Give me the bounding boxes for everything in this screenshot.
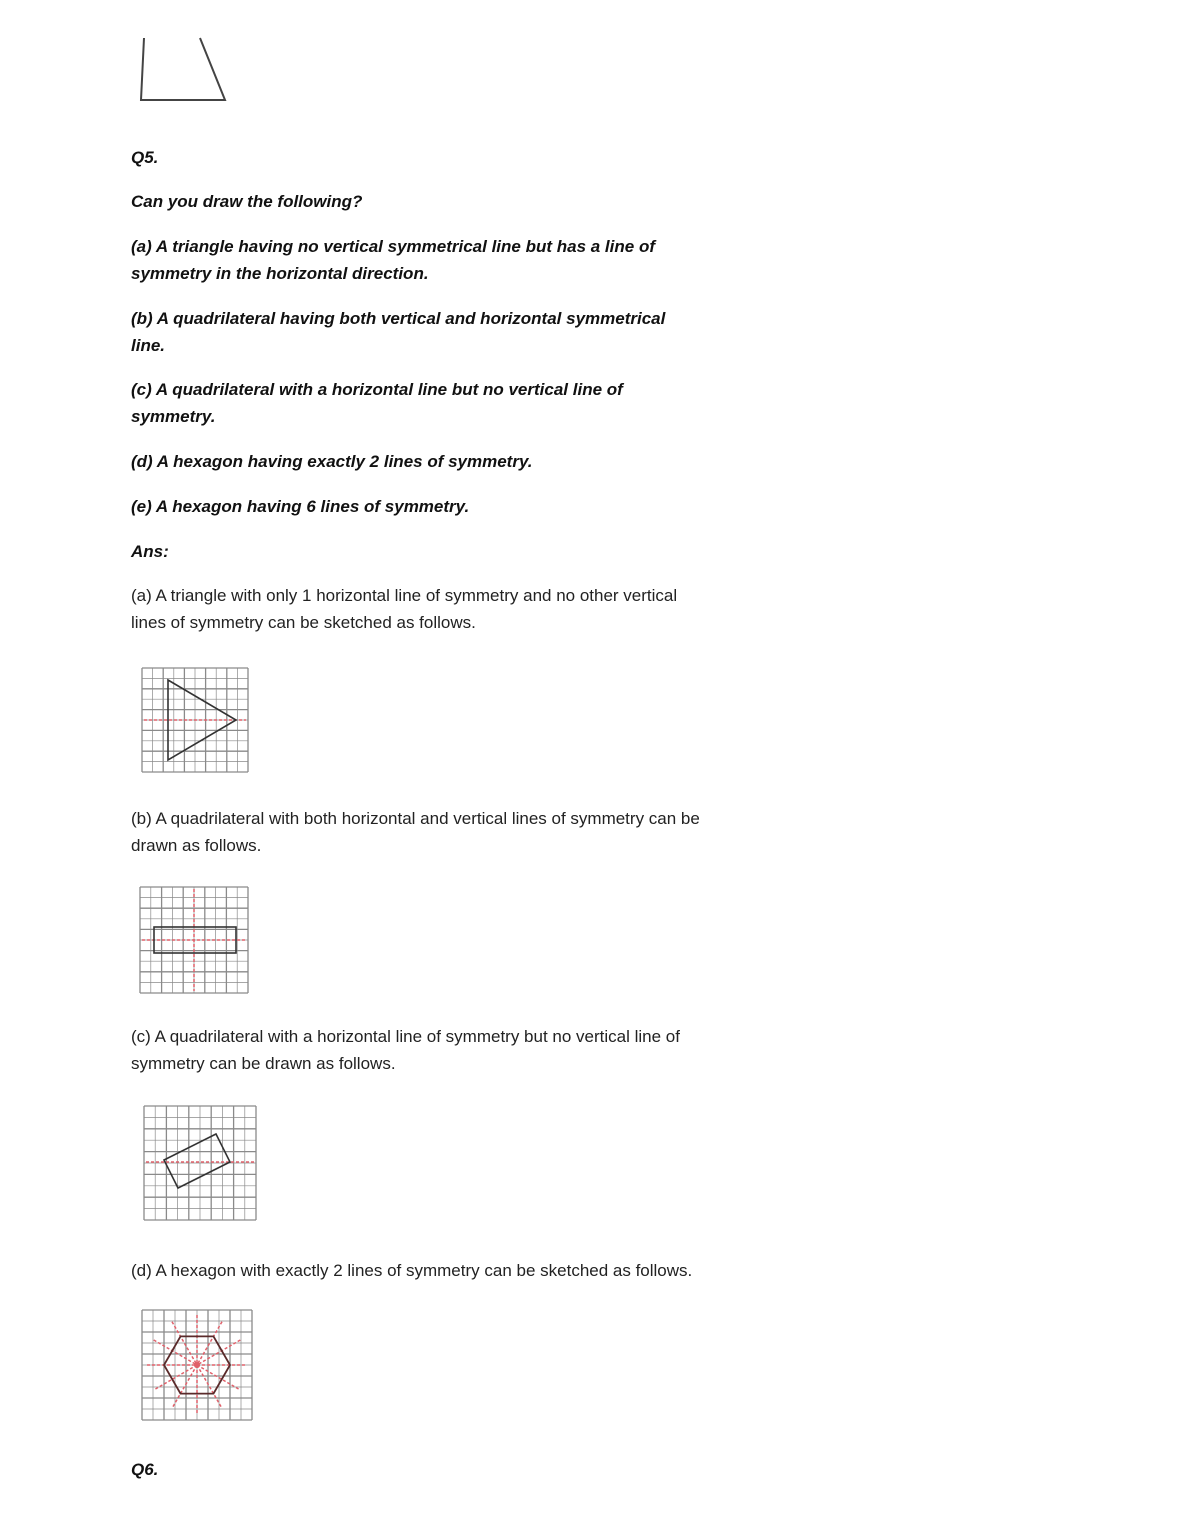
- question-5-prompt: Can you draw the following?: [131, 192, 363, 211]
- question-part-b-line1: (b) A quadrilateral having both vertical and horizontal symmetrical: [131, 309, 666, 328]
- tilted-rectangle-shape: [164, 1134, 230, 1188]
- grid-lines: [144, 1106, 256, 1220]
- question-part-a-line2: symmetry in the horizontal direction.: [131, 264, 429, 283]
- question-part-b-line2: line.: [131, 336, 166, 355]
- question-part-d: (d) A hexagon having exactly 2 lines of symmetry.: [131, 452, 533, 471]
- answer-a-line1: (a) A triangle with only 1 horizontal line of symmetry and no other vertical: [131, 586, 678, 605]
- answer-d-line1: (d) A hexagon with exactly 2 lines of symmetry can be sketched as follows.: [131, 1261, 693, 1280]
- answer-b: [131, 805, 771, 859]
- question-6-label: Q6.: [131, 1460, 159, 1479]
- question-part-c: [131, 376, 751, 430]
- question-part-c-line2: symmetry.: [131, 407, 216, 426]
- answer-c-line2: symmetry can be drawn as follows.: [131, 1054, 396, 1073]
- previous-figure-fragment: [130, 30, 240, 110]
- question-part-e: (e) A hexagon having 6 lines of symmetry.: [131, 497, 470, 516]
- answer-c-line1: (c) A quadrilateral with a horizontal line of symmetry but no vertical line of: [131, 1027, 680, 1046]
- hexagon-grid-figure: [140, 1308, 254, 1422]
- triangle-grid-figure: [140, 666, 250, 774]
- question-part-a-line1: (a) A triangle having no vertical symmetrical line but has a line of: [131, 237, 655, 256]
- question-part-c-line1: (c) A quadrilateral with a horizontal line but no vertical line of: [131, 380, 623, 399]
- question-part-a: [131, 233, 751, 287]
- answer-b-line1: (b) A quadrilateral with both horizontal and vertical lines of symmetry can be: [131, 809, 700, 828]
- answer-b-line2: drawn as follows.: [131, 836, 262, 855]
- answer-a: [131, 582, 771, 636]
- question-5-label: Q5.: [131, 148, 159, 167]
- tilted-rectangle-grid-figure: [142, 1104, 258, 1222]
- answer-label: Ans:: [131, 542, 169, 561]
- answer-d: [131, 1257, 771, 1284]
- answer-a-line2: lines of symmetry can be sketched as follows.: [131, 613, 476, 632]
- answer-c: [131, 1023, 771, 1077]
- rectangle-grid-figure: [138, 885, 250, 995]
- center-point: [194, 1362, 200, 1368]
- question-part-b: [131, 305, 751, 359]
